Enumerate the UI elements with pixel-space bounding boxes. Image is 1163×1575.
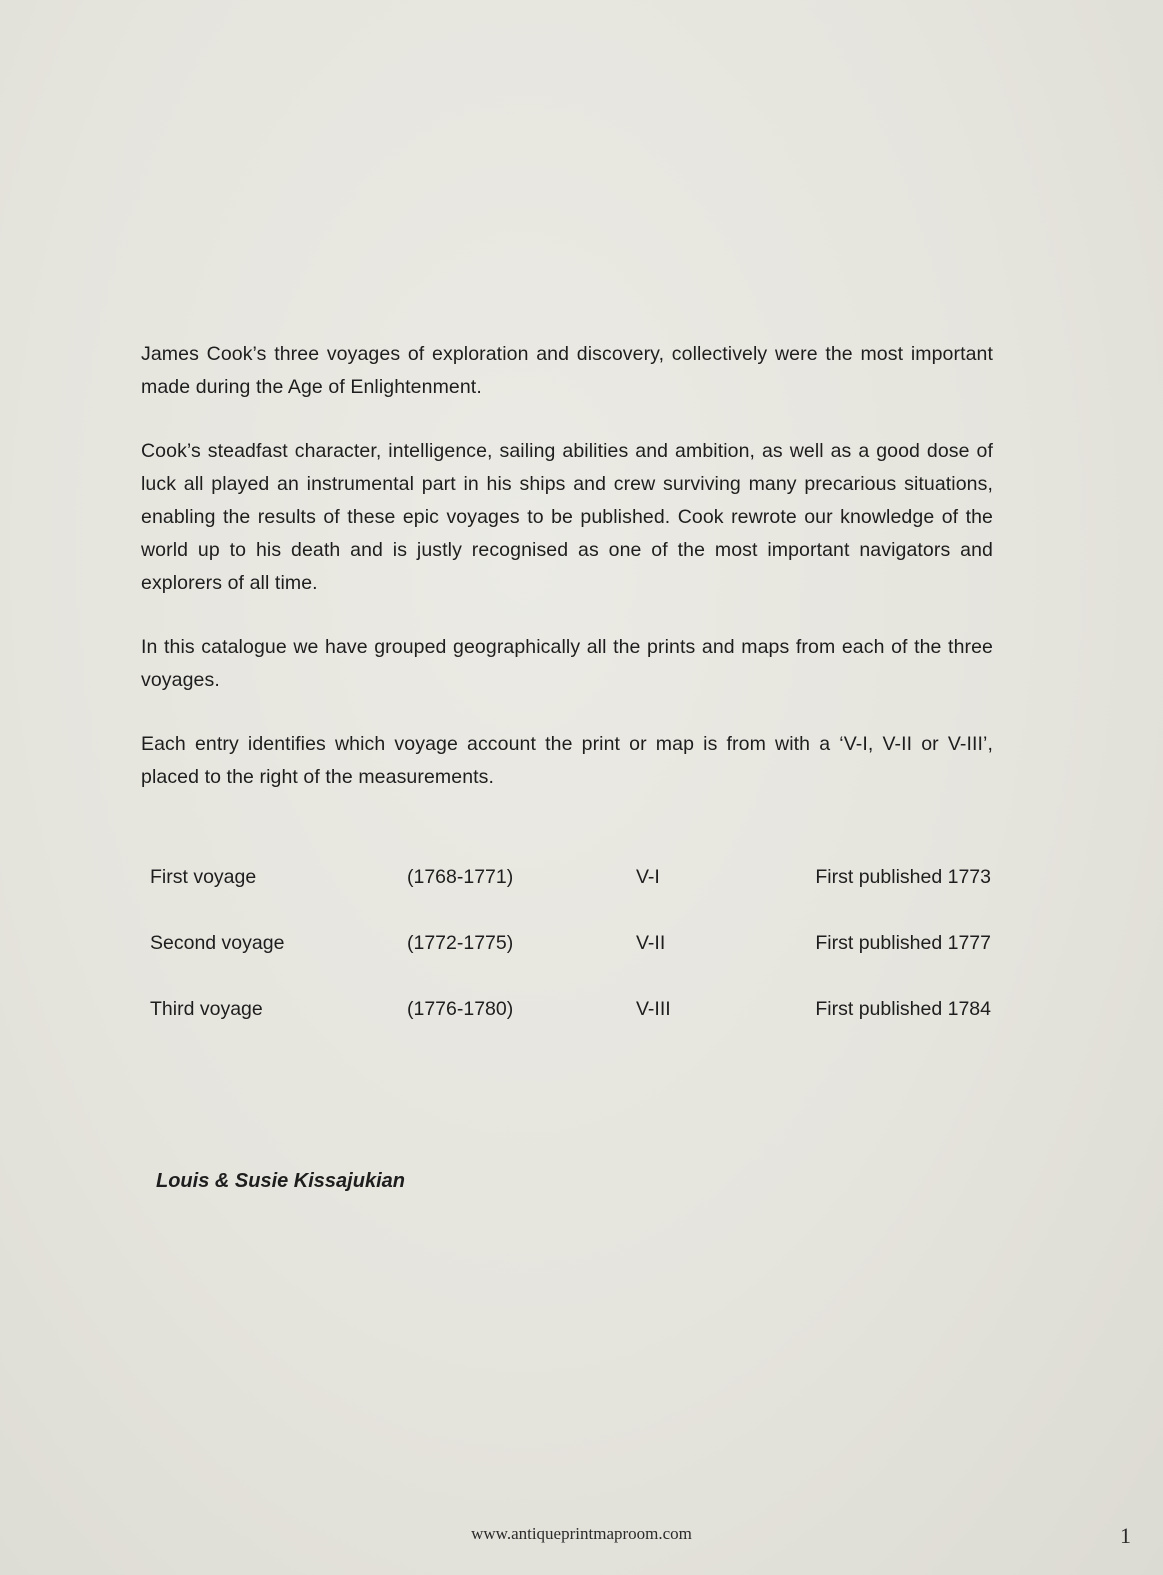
voyage-row-third <box>150 998 995 1064</box>
voyage-row-first <box>150 866 995 932</box>
intro-text <box>141 338 993 825</box>
voyage-name: First voyage <box>150 866 257 888</box>
paragraph-catalogue: In this catalogue we have grouped geographically all the prints and maps from each of the three voyages. <box>141 636 993 691</box>
page-number: 1 <box>1120 1523 1131 1548</box>
paragraph-character: Cook’s steadfast character, intelligence, sailing abilities and ambition, as well as a good dose of luck all played an instrumental part in his ships and crew surviving many precarious situations, enabling the results of these epic voyages to be published. Cook rewrote our knowledge of the world up to his death and is justly recognised as one of the most important navigators and explorers of all time. <box>141 440 993 594</box>
paragraph-entries: Each entry identifies which voyage account the print or map is from with a ‘V-I, V-II or V-III’, placed to the right of the measurements. <box>141 733 993 788</box>
voyage-row-second <box>150 932 995 998</box>
author-signature: Louis & Susie Kissajukian <box>156 1170 405 1192</box>
voyage-code: V-III <box>636 998 671 1020</box>
voyage-code: V-I <box>636 866 660 888</box>
voyage-published: First published 1777 <box>815 932 991 954</box>
voyage-name: Second voyage <box>150 932 285 954</box>
voyage-published: First published 1784 <box>815 998 991 1020</box>
paragraph-intro: James Cook’s three voyages of exploration and discovery, collectively were the most important made during the Age of Enlightenment. <box>141 343 993 398</box>
voyage-dates: (1776-1780) <box>407 998 514 1020</box>
voyage-name: Third voyage <box>150 998 263 1020</box>
footer-website-url: www.antiqueprintmaproom.com <box>471 1524 692 1543</box>
voyage-dates: (1772-1775) <box>407 932 514 954</box>
voyage-published: First published 1773 <box>815 866 991 888</box>
voyage-code: V-II <box>636 932 666 954</box>
voyage-dates: (1768-1771) <box>407 866 514 888</box>
voyage-table <box>150 866 995 1064</box>
